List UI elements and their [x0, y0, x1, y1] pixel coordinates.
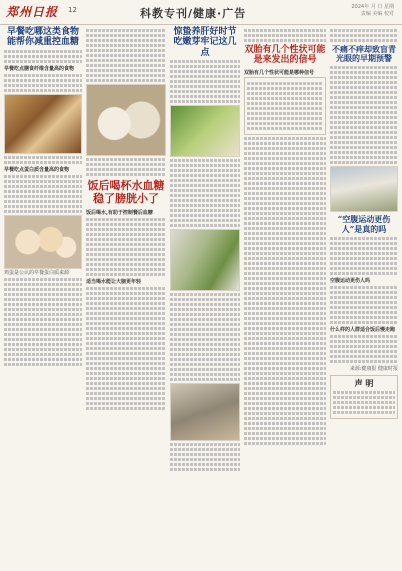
text-line: [247, 82, 323, 85]
text-line: [244, 252, 326, 255]
text-line: [330, 267, 398, 270]
text-line: [247, 102, 323, 105]
text-line: [170, 358, 240, 361]
text-line: [330, 156, 398, 159]
text-line: [330, 86, 398, 89]
text-line: [244, 412, 326, 415]
text-line: [4, 50, 82, 53]
text-line: [330, 151, 398, 154]
text-line: [244, 257, 326, 260]
eggs-photo: [4, 215, 82, 269]
text-line: [330, 96, 398, 99]
text-line: [330, 131, 398, 134]
text-line: [244, 39, 326, 42]
text-line: [86, 238, 166, 241]
text-line: [4, 333, 82, 336]
text-line: [170, 100, 240, 103]
text-line: [4, 348, 82, 351]
text-line: [333, 396, 395, 399]
text-line: [244, 427, 326, 430]
text-line: [4, 358, 82, 361]
date-text: 2024年 月 日 星期: [351, 4, 394, 10]
text-line: [244, 227, 326, 230]
text-line: [244, 387, 326, 390]
text-line: [247, 117, 323, 120]
text-line: [86, 54, 166, 57]
text-line: [86, 322, 166, 325]
text-line: [86, 263, 166, 266]
text-line: [86, 292, 166, 295]
text-line: [4, 288, 82, 291]
text-line: [330, 252, 398, 255]
text-line: [244, 317, 326, 320]
vegetables-photo: [170, 229, 240, 291]
source-credit: 来源:健康报 健康时报: [349, 365, 398, 372]
text-line: [86, 362, 166, 365]
text-line: [4, 195, 82, 198]
text-line: [170, 348, 240, 351]
text-line: [170, 219, 240, 222]
text-line: [244, 417, 326, 420]
text-line: [86, 332, 166, 335]
section-title: 科教专刊/健康·广告: [140, 7, 247, 20]
article-1-subhead-1: 早餐吃点膳食纤维含量高的食物: [4, 65, 75, 72]
text-line: [170, 338, 240, 341]
notice-title: 声 明: [354, 378, 374, 388]
text-line: [244, 352, 326, 355]
text-line: [170, 85, 240, 88]
text-line: [86, 29, 166, 32]
bread-photo: [4, 94, 82, 154]
text-line: [330, 311, 398, 314]
text-line: [244, 322, 326, 325]
text-line: [330, 345, 398, 348]
text-line: [244, 377, 326, 380]
text-line: [86, 317, 166, 320]
text-line: [86, 407, 166, 410]
text-line: [244, 34, 326, 37]
text-line: [330, 340, 398, 343]
text-line: [86, 347, 166, 350]
text-line: [244, 347, 326, 350]
text-line: [86, 248, 166, 251]
text-line: [244, 197, 326, 200]
text-line: [244, 167, 326, 170]
text-line: [244, 302, 326, 305]
text-line: [244, 432, 326, 435]
text-line: [86, 367, 166, 370]
column-2: [86, 27, 166, 567]
sprouts-photo: [170, 105, 240, 157]
text-line: [330, 316, 398, 319]
text-line: [170, 463, 240, 466]
text-line: [330, 81, 398, 84]
text-line: [4, 293, 82, 296]
text-line: [170, 204, 240, 207]
text-line: [170, 95, 240, 98]
text-line: [244, 372, 326, 375]
text-line: [244, 392, 326, 395]
text-line: [244, 382, 326, 385]
text-line: [244, 247, 326, 250]
text-line: [333, 406, 395, 409]
text-line: [170, 189, 240, 192]
text-line: [170, 468, 240, 471]
text-line: [86, 397, 166, 400]
date-line: [352, 4, 395, 18]
text-line: [170, 164, 240, 167]
text-line: [86, 59, 166, 62]
text-line: [244, 277, 326, 280]
onion-photo: [86, 84, 166, 156]
text-line: [4, 156, 82, 159]
text-line: [170, 458, 240, 461]
text-line: [333, 391, 395, 394]
text-line: [330, 247, 398, 250]
text-line: [170, 453, 240, 456]
text-line: [4, 313, 82, 316]
text-line: [86, 158, 166, 161]
text-line: [4, 343, 82, 346]
text-line: [170, 443, 240, 446]
text-line: [4, 323, 82, 326]
text-line: [4, 318, 82, 321]
text-line: [244, 337, 326, 340]
text-line: [330, 350, 398, 353]
article-7-subhead: 空腹运动更伤人吗: [330, 277, 371, 284]
text-line: [170, 224, 240, 227]
text-line: [4, 283, 82, 286]
text-line: [244, 207, 326, 210]
text-line: [86, 253, 166, 256]
text-line: [330, 106, 398, 109]
article-1-title: 早餐吃哪这类食物能帮你减重控血糖: [6, 27, 79, 48]
text-line: [170, 448, 240, 451]
text-line: [170, 65, 240, 68]
text-line: [244, 157, 326, 160]
text-line: [330, 301, 398, 304]
text-line: [330, 242, 398, 245]
text-line: [170, 353, 240, 356]
text-line: [244, 172, 326, 175]
text-line: [330, 121, 398, 124]
text-line: [4, 89, 82, 92]
notice-box: [330, 375, 398, 419]
text-line: [170, 378, 240, 381]
text-line: [330, 76, 398, 79]
text-line: [86, 268, 166, 271]
text-line: [244, 177, 326, 180]
text-line: [86, 352, 166, 355]
text-line: [244, 142, 326, 145]
text-line: [244, 367, 326, 370]
text-line: [244, 282, 326, 285]
text-line: [86, 228, 166, 231]
article-7-title: “空腹运动更伤人”是真的吗: [337, 214, 391, 234]
text-line: [333, 401, 395, 404]
text-line: [170, 214, 240, 217]
text-line: [330, 71, 398, 74]
text-line: [170, 343, 240, 346]
text-line: [330, 360, 398, 363]
text-line: [4, 308, 82, 311]
text-line: [86, 377, 166, 380]
text-line: [244, 237, 326, 240]
text-line: [86, 163, 166, 166]
text-line: [244, 402, 326, 405]
text-line: [244, 267, 326, 270]
text-line: [170, 303, 240, 306]
text-line: [247, 122, 323, 125]
text-line: [330, 355, 398, 358]
text-line: [4, 328, 82, 331]
text-line: [244, 307, 326, 310]
text-line: [244, 327, 326, 330]
text-line: [247, 92, 323, 95]
text-line: [330, 146, 398, 149]
text-line: [4, 298, 82, 301]
text-line: [330, 101, 398, 104]
text-line: [330, 136, 398, 139]
text-line: [86, 297, 166, 300]
text-line: [4, 175, 82, 178]
text-line: [170, 199, 240, 202]
text-line: [170, 333, 240, 336]
text-line: [86, 64, 166, 67]
text-line: [170, 179, 240, 182]
text-line: [86, 223, 166, 226]
text-line: [86, 307, 166, 310]
text-line: [86, 327, 166, 330]
text-line: [4, 55, 82, 58]
text-line: [170, 318, 240, 321]
text-line: [86, 402, 166, 405]
text-line: [244, 242, 326, 245]
text-line: [86, 273, 166, 276]
text-line: [244, 137, 326, 140]
park-photo: [330, 166, 398, 212]
text-line: [4, 200, 82, 203]
text-line: [86, 173, 166, 176]
text-line: [86, 302, 166, 305]
text-line: [170, 313, 240, 316]
text-line: [170, 323, 240, 326]
text-line: [244, 437, 326, 440]
text-line: [330, 34, 398, 37]
column-4: [244, 27, 326, 567]
text-line: [330, 91, 398, 94]
text-line: [86, 44, 166, 47]
article-3-title: 饭后喝杯水血糖稳了膀胱小了: [87, 179, 165, 205]
text-line: [330, 116, 398, 119]
text-line: [247, 87, 323, 90]
text-line: [4, 180, 82, 183]
text-line: [170, 169, 240, 172]
article-8-subhead: 什么样的人群适合饭后慢走跑: [330, 326, 396, 333]
text-line: [244, 287, 326, 290]
text-line: [170, 90, 240, 93]
text-line: [86, 243, 166, 246]
text-line: [244, 397, 326, 400]
text-line: [244, 212, 326, 215]
text-line: [244, 342, 326, 345]
text-line: [4, 190, 82, 193]
text-line: [86, 39, 166, 42]
text-line: [4, 84, 82, 87]
text-line: [4, 353, 82, 356]
text-line: [330, 111, 398, 114]
text-line: [86, 74, 166, 77]
text-line: [170, 174, 240, 177]
text-line: [170, 363, 240, 366]
text-line: [247, 107, 323, 110]
text-line: [244, 407, 326, 410]
article-1-subhead-2: 早餐吃点蛋白质含量高的食物: [4, 166, 70, 173]
text-line: [330, 237, 398, 240]
text-line: [170, 70, 240, 73]
text-line: [170, 209, 240, 212]
text-line: [330, 126, 398, 129]
page-number: 12: [68, 6, 77, 14]
text-line: [86, 79, 166, 82]
text-line: [4, 161, 82, 164]
text-line: [330, 141, 398, 144]
text-line: [330, 291, 398, 294]
text-line: [244, 222, 326, 225]
text-line: [244, 262, 326, 265]
text-line: [86, 372, 166, 375]
newspaper-logo: 郑州日报: [6, 5, 59, 19]
article-5-subhead: 双胎有几个性状可能是哪种信号: [244, 69, 315, 76]
text-line: [4, 363, 82, 366]
text-line: [86, 69, 166, 72]
text-line: [244, 147, 326, 150]
column-5: [330, 27, 398, 567]
text-line: [86, 168, 166, 171]
text-line: [4, 205, 82, 208]
text-line: [170, 75, 240, 78]
text-line: [244, 292, 326, 295]
text-line: [247, 97, 323, 100]
text-line: [244, 192, 326, 195]
text-line: [244, 217, 326, 220]
text-line: [170, 194, 240, 197]
text-line: [330, 306, 398, 309]
masthead: [0, 0, 402, 25]
text-line: [170, 184, 240, 187]
text-line: [244, 187, 326, 190]
article-3-subhead: 饭后喝水,有助于控制餐后血糖: [86, 210, 153, 217]
text-line: [244, 272, 326, 275]
text-line: [4, 303, 82, 306]
text-line: [244, 442, 326, 445]
column-3: [170, 27, 240, 567]
text-line: [4, 185, 82, 188]
text-line: [247, 127, 323, 130]
text-line: [170, 80, 240, 83]
text-line: [170, 368, 240, 371]
text-line: [244, 182, 326, 185]
article-6-title: 不痛不痒却致盲青光眼的早期预警: [332, 44, 396, 64]
text-line: [333, 411, 395, 414]
text-line: [4, 278, 82, 281]
text-line: [244, 232, 326, 235]
text-line: [244, 152, 326, 155]
text-line: [330, 272, 398, 275]
text-line: [330, 257, 398, 260]
text-line: [244, 202, 326, 205]
text-line: [244, 312, 326, 315]
text-line: [330, 29, 398, 32]
text-line: [244, 29, 326, 32]
text-line: [86, 342, 166, 345]
walking-photo: [170, 383, 240, 441]
text-line: [86, 49, 166, 52]
text-line: [86, 392, 166, 395]
text-line: [4, 210, 82, 213]
text-line: [86, 287, 166, 290]
text-line: [4, 79, 82, 82]
text-line: [244, 297, 326, 300]
text-line: [86, 218, 166, 221]
text-line: [330, 296, 398, 299]
text-line: [330, 39, 398, 42]
text-line: [330, 321, 398, 324]
text-line: [170, 293, 240, 296]
text-line: [4, 338, 82, 341]
text-line: [170, 373, 240, 376]
article-5-title: 双胎有几个性状可能是来发出的信号: [244, 45, 326, 66]
text-line: [86, 258, 166, 261]
text-line: [330, 286, 398, 289]
article-4-title: 惊蛰养肝好时节吃嫩芽牢记这几点: [173, 27, 237, 58]
eggs-caption: 鸡蛋是公认的早餐蛋白质来源: [4, 269, 70, 276]
article-3-subhead-2: 适当喝水能让大脑更年轻: [86, 279, 142, 286]
text-line: [330, 262, 398, 265]
text-line: [170, 328, 240, 331]
text-line: [170, 60, 240, 63]
text-line: [247, 112, 323, 115]
text-line: [4, 74, 82, 77]
text-line: [86, 233, 166, 236]
text-line: [170, 159, 240, 162]
editor-text: 责编 美编 校对: [360, 11, 394, 17]
text-line: [330, 161, 398, 164]
text-line: [244, 332, 326, 335]
text-line: [244, 422, 326, 425]
text-line: [244, 362, 326, 365]
text-line: [170, 298, 240, 301]
text-line: [4, 60, 82, 63]
text-line: [86, 337, 166, 340]
text-line: [86, 387, 166, 390]
text-line: [86, 357, 166, 360]
text-line: [244, 357, 326, 360]
text-line: [170, 308, 240, 311]
text-line: [330, 335, 398, 338]
column-1: [4, 27, 82, 567]
text-line: [86, 34, 166, 37]
text-line: [330, 66, 398, 69]
text-line: [86, 382, 166, 385]
text-line: [86, 312, 166, 315]
text-line: [244, 162, 326, 165]
article-5-box: [244, 77, 326, 135]
